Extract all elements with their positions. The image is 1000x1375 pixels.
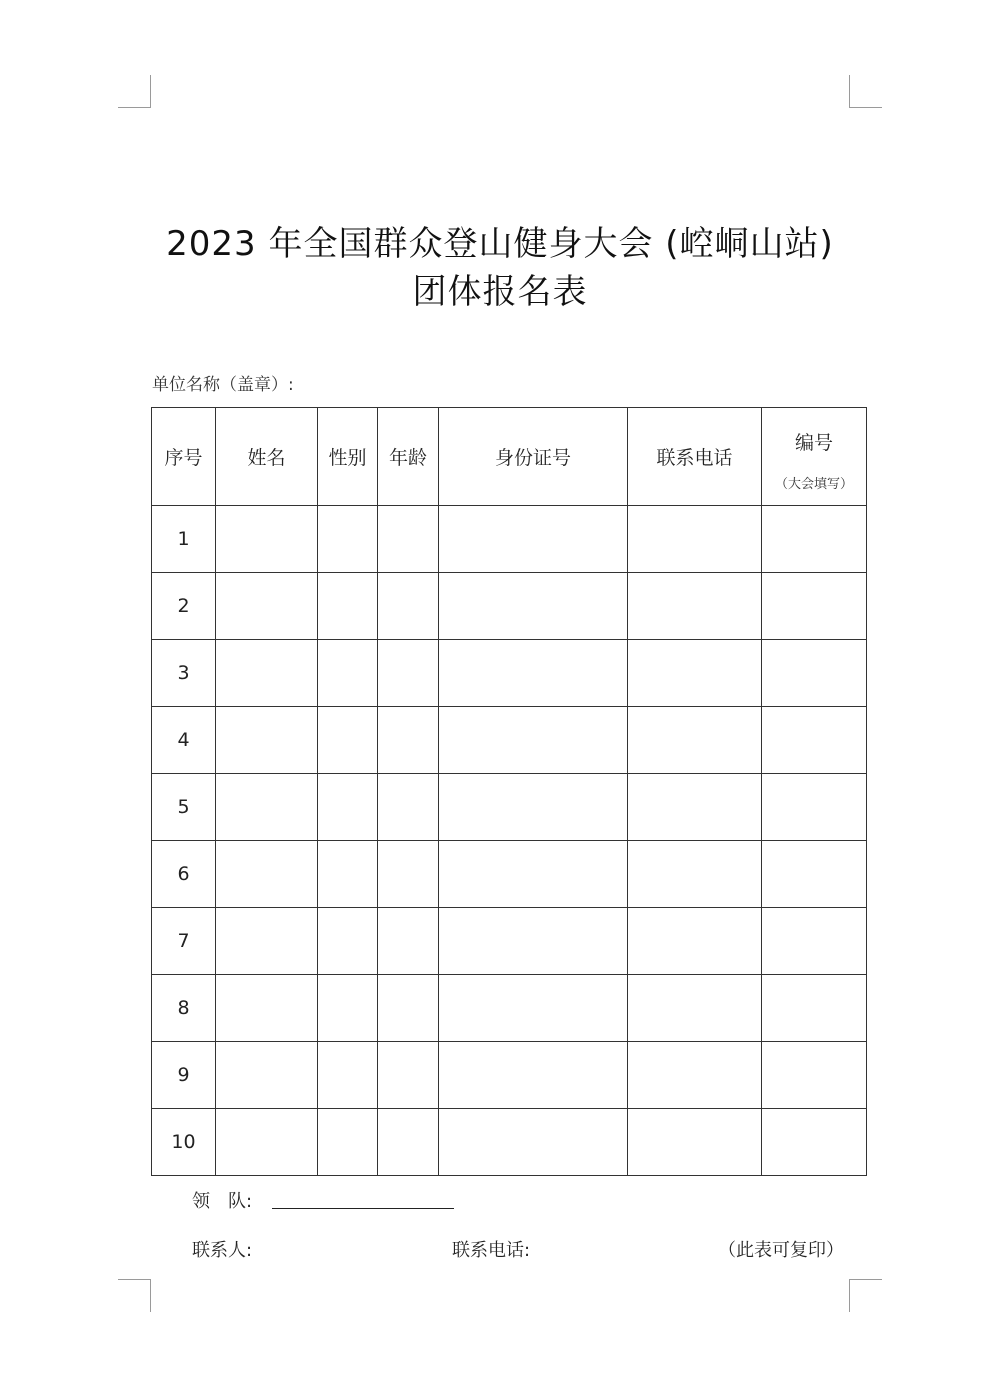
crop-mark-top-left bbox=[118, 75, 151, 108]
cell-age[interactable] bbox=[378, 1042, 439, 1109]
contact-phone-label: 联系电话: bbox=[452, 1240, 531, 1261]
cell-seq: 8 bbox=[152, 975, 216, 1042]
table-row bbox=[152, 707, 867, 774]
cell-seq: 2 bbox=[152, 573, 216, 640]
cell-id-number[interactable] bbox=[439, 573, 628, 640]
cell-seq: 4 bbox=[152, 707, 216, 774]
table-row bbox=[152, 1042, 867, 1109]
cell-age[interactable] bbox=[378, 573, 439, 640]
crop-mark-top-right bbox=[849, 75, 882, 108]
cell-seq: 7 bbox=[152, 908, 216, 975]
document-title-line1: 2023 年全国群众登山健身大会 (崆峒山站) bbox=[166, 224, 834, 264]
cell-phone[interactable] bbox=[628, 774, 762, 841]
cell-gender[interactable] bbox=[318, 1109, 378, 1176]
registration-table bbox=[151, 407, 867, 1176]
table-header-row bbox=[152, 408, 867, 506]
table-row bbox=[152, 975, 867, 1042]
cell-number[interactable] bbox=[762, 506, 867, 573]
cell-phone[interactable] bbox=[628, 1042, 762, 1109]
cell-gender[interactable] bbox=[318, 573, 378, 640]
cell-phone[interactable] bbox=[628, 573, 762, 640]
cell-phone[interactable] bbox=[628, 640, 762, 707]
table-row bbox=[152, 640, 867, 707]
cell-number[interactable] bbox=[762, 841, 867, 908]
cell-gender[interactable] bbox=[318, 640, 378, 707]
cell-id-number[interactable] bbox=[439, 975, 628, 1042]
cell-number[interactable] bbox=[762, 975, 867, 1042]
cell-phone[interactable] bbox=[628, 707, 762, 774]
cell-age[interactable] bbox=[378, 707, 439, 774]
cell-name[interactable] bbox=[216, 1042, 318, 1109]
cell-name[interactable] bbox=[216, 640, 318, 707]
cell-id-number[interactable] bbox=[439, 1042, 628, 1109]
cell-name[interactable] bbox=[216, 841, 318, 908]
header-age: 年龄 bbox=[378, 408, 439, 506]
cell-gender[interactable] bbox=[318, 1042, 378, 1109]
cell-name[interactable] bbox=[216, 506, 318, 573]
cell-number[interactable] bbox=[762, 908, 867, 975]
table-row bbox=[152, 506, 867, 573]
cell-age[interactable] bbox=[378, 841, 439, 908]
cell-seq: 3 bbox=[152, 640, 216, 707]
cell-number[interactable] bbox=[762, 774, 867, 841]
cell-seq: 5 bbox=[152, 774, 216, 841]
cell-phone[interactable] bbox=[628, 506, 762, 573]
cell-number[interactable] bbox=[762, 707, 867, 774]
cell-gender[interactable] bbox=[318, 707, 378, 774]
header-number bbox=[762, 408, 867, 506]
header-id-number: 身份证号 bbox=[439, 408, 628, 506]
cell-id-number[interactable] bbox=[439, 506, 628, 573]
leader-signature-line[interactable] bbox=[272, 1208, 454, 1209]
table-row bbox=[152, 573, 867, 640]
table-row bbox=[152, 841, 867, 908]
cell-phone[interactable] bbox=[628, 908, 762, 975]
cell-name[interactable] bbox=[216, 975, 318, 1042]
cell-id-number[interactable] bbox=[439, 707, 628, 774]
cell-seq: 10 bbox=[152, 1109, 216, 1176]
table-row bbox=[152, 1109, 867, 1176]
cell-age[interactable] bbox=[378, 774, 439, 841]
cell-seq: 1 bbox=[152, 506, 216, 573]
cell-age[interactable] bbox=[378, 975, 439, 1042]
cell-phone[interactable] bbox=[628, 841, 762, 908]
document-title-line2: 团体报名表 bbox=[412, 272, 588, 312]
cell-gender[interactable] bbox=[318, 506, 378, 573]
crop-mark-bottom-left bbox=[118, 1279, 151, 1312]
cell-age[interactable] bbox=[378, 640, 439, 707]
header-name: 姓名 bbox=[216, 408, 318, 506]
cell-age[interactable] bbox=[378, 1109, 439, 1176]
cell-seq: 6 bbox=[152, 841, 216, 908]
contact-person-label: 联系人: bbox=[192, 1240, 253, 1261]
cell-id-number[interactable] bbox=[439, 841, 628, 908]
table-row bbox=[152, 774, 867, 841]
cell-gender[interactable] bbox=[318, 975, 378, 1042]
copy-note: （此表可复印） bbox=[718, 1240, 844, 1261]
cell-seq: 9 bbox=[152, 1042, 216, 1109]
cell-number[interactable] bbox=[762, 573, 867, 640]
cell-gender[interactable] bbox=[318, 841, 378, 908]
table-row bbox=[152, 908, 867, 975]
cell-gender[interactable] bbox=[318, 908, 378, 975]
cell-number[interactable] bbox=[762, 640, 867, 707]
cell-id-number[interactable] bbox=[439, 640, 628, 707]
header-number-label: 编号 bbox=[794, 431, 833, 454]
cell-age[interactable] bbox=[378, 506, 439, 573]
cell-id-number[interactable] bbox=[439, 908, 628, 975]
cell-id-number[interactable] bbox=[439, 1109, 628, 1176]
cell-name[interactable] bbox=[216, 774, 318, 841]
cell-number[interactable] bbox=[762, 1109, 867, 1176]
cell-number[interactable] bbox=[762, 1042, 867, 1109]
cell-name[interactable] bbox=[216, 1109, 318, 1176]
cell-id-number[interactable] bbox=[439, 774, 628, 841]
header-phone: 联系电话 bbox=[628, 408, 762, 506]
cell-gender[interactable] bbox=[318, 774, 378, 841]
cell-name[interactable] bbox=[216, 908, 318, 975]
leader-label: 领 队: bbox=[192, 1191, 253, 1212]
cell-name[interactable] bbox=[216, 707, 318, 774]
cell-phone[interactable] bbox=[628, 1109, 762, 1176]
cell-age[interactable] bbox=[378, 908, 439, 975]
header-number-note: （大会填写） bbox=[774, 476, 853, 492]
header-seq: 序号 bbox=[152, 408, 216, 506]
cell-phone[interactable] bbox=[628, 975, 762, 1042]
crop-mark-bottom-right bbox=[849, 1279, 882, 1312]
cell-name[interactable] bbox=[216, 573, 318, 640]
header-gender: 性别 bbox=[318, 408, 378, 506]
unit-name-label: 单位名称（盖章）: bbox=[152, 375, 294, 395]
